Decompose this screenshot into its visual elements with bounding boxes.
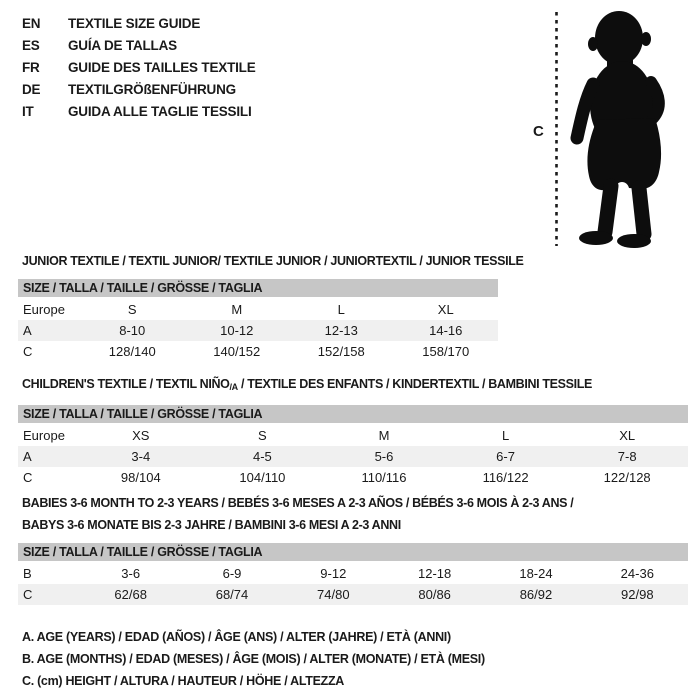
table-cell: 18-24	[519, 566, 553, 581]
table-header: SIZE / TALLA / TAILLE / GRÖSSE / TAGLIA	[18, 279, 498, 297]
language-label: TEXTILE SIZE GUIDE	[68, 15, 201, 31]
table-cell: 24-36	[620, 566, 654, 581]
table-cell: 116/122	[482, 470, 529, 485]
row-label: C	[23, 587, 33, 602]
table-cell: 6-7	[496, 449, 515, 464]
table-cell: 122/128	[603, 470, 651, 485]
row-label: B	[23, 566, 32, 581]
table-cell: 104/110	[239, 470, 286, 485]
section-title-line	[22, 373, 688, 398]
legend	[22, 626, 485, 692]
language-list	[22, 12, 256, 122]
table-cell: L	[501, 428, 510, 443]
size-section-babies	[18, 492, 688, 605]
table-cell: 68/74	[215, 587, 249, 602]
table-cell: 152/158	[317, 344, 365, 359]
table-cell: L	[337, 302, 345, 317]
table-cell: 128/140	[108, 344, 156, 359]
size-section-children	[18, 373, 688, 488]
row-label: A	[23, 449, 32, 464]
table-row	[18, 563, 688, 584]
table-row	[18, 320, 498, 341]
table-cell: 92/98	[621, 587, 654, 602]
language-row	[22, 100, 256, 122]
table-cell: 80/86	[418, 587, 451, 602]
table-cell: 14-16	[429, 323, 463, 338]
table-cell: 9-12	[320, 566, 347, 581]
table-cell: 12-18	[418, 566, 452, 581]
table-row	[18, 299, 498, 320]
table-cell: 3-6	[121, 566, 141, 581]
legend-line-age-years: A. AGE (YEARS) / EDAD (AÑOS) / ÂGE (ANS) / ALTER (JAHRE) / ETÀ (ANNI)	[22, 630, 451, 644]
table-cell: XL	[437, 302, 454, 317]
legend-line-age-months: B. AGE (MONTHS) / EDAD (MESES) / ÂGE (MOIS) / ALTER (MONATE) / ETÀ (MESI)	[22, 652, 485, 666]
section-title	[18, 373, 688, 398]
table-cell: 4-5	[252, 449, 272, 464]
table-row	[18, 425, 688, 446]
language-row	[22, 78, 256, 100]
language-code: DE	[22, 81, 41, 97]
section-title-text: /A	[229, 382, 238, 392]
toddler-silhouette	[577, 11, 661, 248]
section-title-line	[22, 514, 688, 536]
language-row	[22, 56, 256, 78]
table-cell: 7-8	[617, 449, 637, 464]
language-label: TEXTILGRÖßENFÜHRUNG	[68, 81, 236, 97]
section-title-text: CHILDREN'S TEXTILE / TEXTIL NIÑO	[22, 377, 230, 391]
table-cell: 10-12	[220, 323, 254, 338]
table-cell: S	[258, 428, 267, 443]
section-title-text: JUNIOR TEXTILE / TEXTIL JUNIOR/ TEXTILE JUNIOR / JUNIORTEXTIL / JUNIOR TESSILE	[22, 254, 524, 268]
table-cell: 5-6	[374, 449, 394, 464]
table-cell: S	[127, 302, 137, 317]
language-label: GUIDA ALLE TAGLIE TESSILI	[68, 103, 252, 119]
row-label: C	[23, 470, 33, 485]
section-title-text: BABIES 3-6 MONTH TO 2-3 YEARS / BEBÉS 3-6 MESES A 2-3 AÑOS / BÉBÉS 3-6 MOIS À 2-3 ANS /	[22, 496, 574, 510]
table-cell: 98/104	[120, 470, 161, 485]
size-table	[18, 405, 688, 488]
language-code: IT	[22, 103, 34, 119]
row-label: C	[23, 344, 33, 359]
row-label: Europe	[23, 428, 65, 443]
table-cell: 140/152	[213, 344, 261, 359]
legend-line-height: C. (cm) HEIGHT / ALTURA / HAUTEUR / HÖHE / ALTEZZA	[22, 674, 345, 688]
size-table	[18, 279, 498, 362]
language-code: ES	[22, 37, 40, 53]
height-measure-label: C	[533, 123, 544, 140]
section-title-text: / TEXTILE DES ENFANTS / KINDERTEXTIL / BAMBINI TESSILE	[237, 377, 593, 391]
table-cell: 110/116	[361, 470, 407, 485]
table-header: SIZE / TALLA / TAILLE / GRÖSSE / TAGLIA	[18, 543, 688, 561]
language-row	[22, 12, 256, 34]
table-cell: 12-13	[324, 323, 358, 338]
language-code: EN	[22, 15, 41, 31]
table-row	[18, 467, 688, 488]
section-title	[18, 492, 688, 536]
table-cell: 3-4	[131, 449, 151, 464]
table-cell: XS	[132, 428, 150, 443]
table-cell: M	[231, 302, 243, 317]
table-cell: 74/80	[317, 587, 350, 602]
language-code: FR	[22, 59, 40, 75]
table-cell: 62/68	[114, 587, 147, 602]
toddler-figure	[520, 6, 700, 252]
table-header: SIZE / TALLA / TAILLE / GRÖSSE / TAGLIA	[18, 405, 688, 423]
table-row	[18, 341, 498, 362]
table-cell: 6-9	[222, 566, 242, 581]
section-title	[18, 250, 523, 272]
table-row	[18, 446, 688, 467]
table-row	[18, 584, 688, 605]
table-cell: 158/170	[422, 344, 470, 359]
table-cell: M	[378, 428, 390, 443]
table-cell: 8-10	[119, 323, 146, 338]
language-row	[22, 34, 256, 56]
size-table	[18, 543, 688, 605]
row-label: A	[23, 323, 32, 338]
language-label: GUIDE DES TAILLES TEXTILE	[68, 59, 256, 75]
table-cell: 86/92	[519, 587, 553, 602]
size-section-junior	[18, 250, 523, 362]
section-title-line	[22, 492, 688, 514]
section-title-line	[22, 250, 523, 272]
row-label: Europe	[23, 302, 65, 317]
table-cell: XL	[619, 428, 636, 443]
section-title-text: BABYS 3-6 MONATE BIS 2-3 JAHRE / BAMBINI 3-6 MESI A 2-3 ANNI	[22, 518, 401, 532]
language-label: GUÍA DE TALLAS	[68, 37, 177, 53]
